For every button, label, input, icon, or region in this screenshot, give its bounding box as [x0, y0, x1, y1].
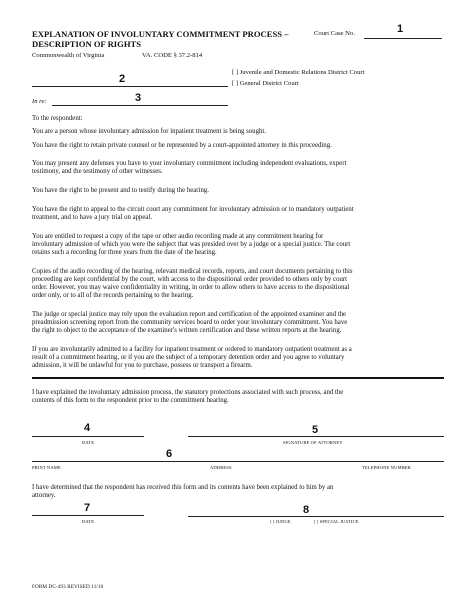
attorney-info-number[interactable]: 6: [166, 448, 173, 460]
section-divider: [32, 377, 444, 379]
judge-statement-b: attorney.: [32, 492, 56, 499]
salutation: To the respondent:: [32, 115, 83, 122]
attorney-signature-number[interactable]: 5: [312, 424, 319, 436]
paragraph-7c: order. However, you may waive confidentiality in writing, in order to allow others to have access to the dispositional: [32, 284, 350, 291]
attorney-statement-b: contents of this form to the respondent prior to the commitment hearing.: [32, 397, 229, 404]
paragraph-3a: You may present any defenses you have to your involuntary commitment including independent evaluations, expert: [32, 160, 347, 167]
paragraph-9c: admission, it will be unlawful for you to purchase, possess or transport a firearm.: [32, 362, 253, 369]
judge-checkbox[interactable]: [ ] JUDGE: [270, 519, 291, 524]
va-code-label: VA. CODE § 37.2-814: [142, 52, 203, 59]
in-re-line: [52, 105, 228, 106]
attorney-statement-a: I have explained the involuntary admission process, the statutory protections associated with such process, and the: [32, 389, 344, 396]
print-name-label: PRINT NAME: [32, 465, 61, 470]
form-title-line1: EXPLANATION OF INVOLUNTARY COMMITMENT PROCESS –: [32, 29, 289, 39]
in-re-field-number[interactable]: 3: [135, 92, 142, 104]
judge-signature-line: [188, 516, 444, 517]
paragraph-6a: You are entitled to request a copy of the tape or other audio recording made at any commitment hearing for: [32, 233, 324, 240]
judge-date-number[interactable]: 7: [84, 502, 91, 514]
paragraph-4: You have the right to be present and to testify during the hearing.: [32, 187, 209, 194]
attorney-info-line: [32, 461, 444, 462]
case-number-label: Court Case No.: [314, 30, 355, 37]
judge-signature-number[interactable]: 8: [303, 504, 310, 516]
in-re-label: In re:: [32, 98, 47, 105]
court-field-number[interactable]: 2: [119, 73, 126, 85]
telephone-label: TELEPHONE NUMBER: [362, 465, 411, 470]
paragraph-1: You are a person whose involuntary admission for inpatient treatment is being sought.: [32, 128, 266, 135]
court-location-line: [32, 86, 228, 87]
attorney-signature-line: [188, 436, 444, 437]
paragraph-5a: You have the right to appeal to the circuit court any commitment for involuntary admission or to mandatory outpatient: [32, 206, 354, 213]
jdr-court-checkbox[interactable]: [ ] Juvenile and Domestic Relations District Court: [232, 69, 365, 76]
attorney-date-line: [32, 436, 144, 437]
commonwealth-label: Commonwealth of Virginia: [32, 52, 105, 59]
attorney-signature-label: SIGNATURE OF ATTORNEY: [283, 440, 343, 445]
special-justice-checkbox[interactable]: [ ] SPECIAL JUSTICE: [314, 519, 359, 524]
address-label: ADDRESS: [210, 465, 232, 470]
paragraph-7a: Copies of the audio recording of the hearing, relevant medical records, reports, and court documents pertaining to this: [32, 268, 353, 275]
case-number-line: [364, 38, 442, 39]
paragraph-8a: The judge or special justice may rely upon the evaluation report and certification of the appointed examiner and the: [32, 311, 347, 318]
paragraph-5b: treatment, and to have a jury trial on appeal.: [32, 214, 153, 221]
paragraph-3b: testimony, and the testimony of other witnesses.: [32, 168, 163, 175]
paragraph-9a: If you are involuntarily admitted to a facility for inpatient treatment or ordered to mandatory outpatient treatment as a: [32, 346, 352, 353]
case-number-value[interactable]: 1: [397, 23, 404, 35]
general-district-court-checkbox[interactable]: [ ] General District Court: [232, 80, 299, 87]
judge-date-label: DATE: [82, 519, 95, 524]
paragraph-8b: preadmission screening report from the community services board to order your involuntary commitment. You have: [32, 319, 348, 326]
paragraph-7d: order only, or to all of the records pertaining to the hearing.: [32, 292, 194, 299]
attorney-date-number[interactable]: 4: [84, 422, 91, 434]
attorney-date-label: DATE: [82, 440, 95, 445]
paragraph-2: You have the right to retain private counsel or be represented by a court-appointed attorney in this proceeding.: [32, 142, 332, 149]
paragraph-6c: retains such a recording for three years from the date of the hearing.: [32, 249, 217, 256]
paragraph-6b: involuntary admission of which you were the subject that was presided over by a judge or a special justice. The court: [32, 241, 351, 248]
paragraph-8c: the right to object to the acceptance of the examiner's written certification and these written reports at the hearing.: [32, 327, 342, 334]
form-number: FORM DC-493 REVISED 11/10: [32, 584, 104, 590]
form-title-line2: DESCRIPTION OF RIGHTS: [32, 39, 142, 49]
paragraph-9b: result of a commitment hearing, or if you are the subject of a temporary detention order and you agree to voluntary: [32, 354, 345, 361]
judge-date-line: [32, 515, 144, 516]
paragraph-7b: proceeding are kept confidential by the court, with access to the dispositional order provided to others only by court: [32, 276, 348, 283]
judge-statement-a: I have determined that the respondent has received this form and its contents have been explained to him by an: [32, 484, 334, 491]
